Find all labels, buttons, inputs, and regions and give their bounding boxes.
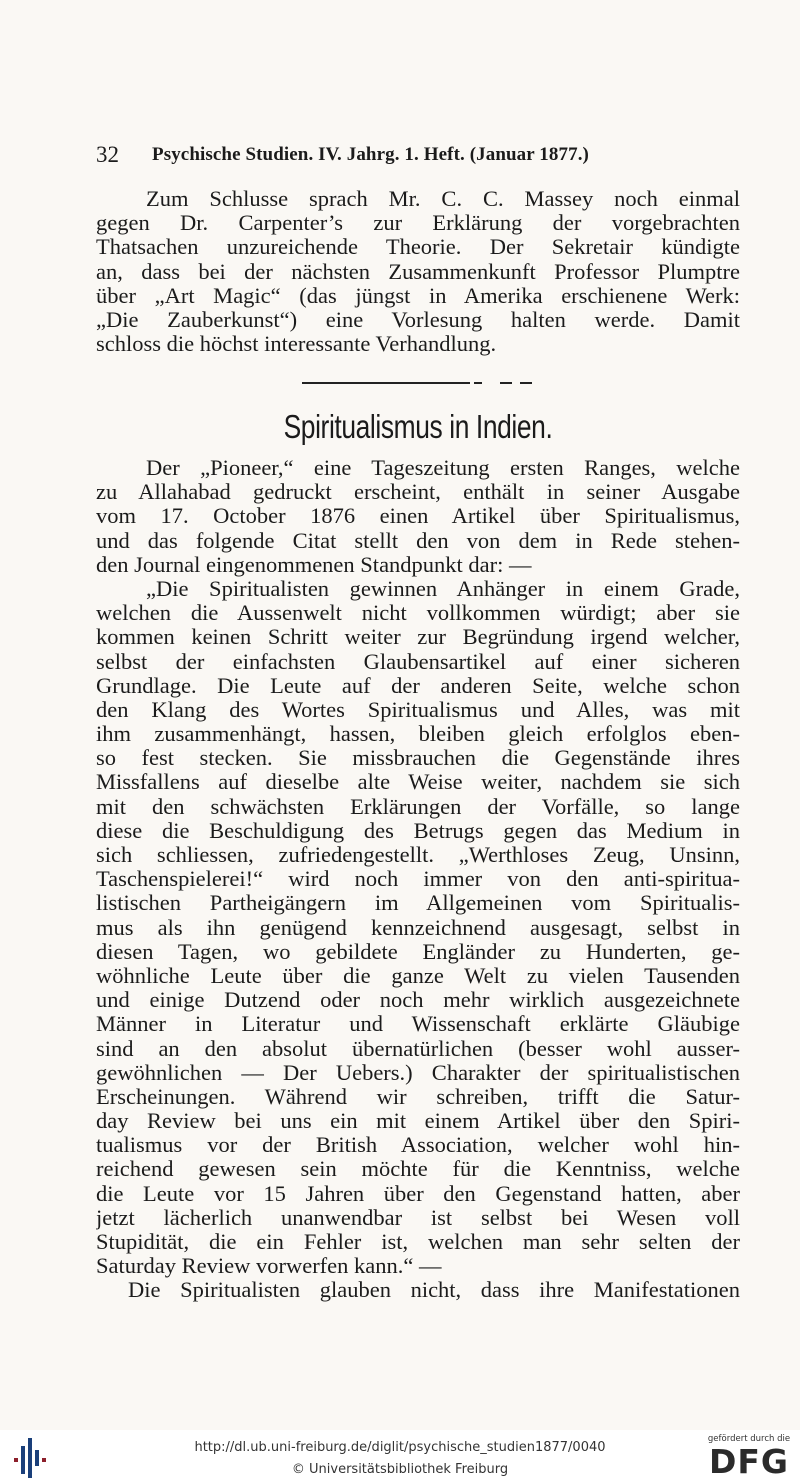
text-line: diese die Beschuldigung des Betrugs gegen das Medium in	[96, 818, 740, 843]
viewer-footer	[0, 1430, 800, 1484]
text-line: Die Spiritualisten glauben nicht, dass ihre Manifestationen	[128, 1278, 740, 1303]
source-url-link[interactable]: http://dl.ub.uni-freiburg.de/diglit/psychische_studien1877/0040	[194, 1440, 606, 1455]
page-number: 32	[96, 142, 119, 167]
text-line: diesen Tagen, wo gebildete Engländer zu Hunderten, ge-	[96, 939, 740, 964]
dfg-caption: gefördert durch die	[707, 1434, 791, 1444]
text-line: listischen Partheigängern im Allgemeinen vom Spiritualis-	[96, 891, 740, 916]
text-line: reichend gewesen sein möchte für die Kenntniss, welche	[96, 1157, 740, 1182]
text-line: zu Allahabad gedruckt erscheint, enthält in seiner Ausgabe	[96, 480, 740, 505]
text-line: Zum Schlusse sprach Mr. C. C. Massey noch einmal	[146, 187, 740, 211]
text-line: Erscheinungen. Während wir schreiben, trifft die Satur-	[96, 1084, 740, 1109]
text-line: Thatsachen unzureichende Theorie. Der Sekretair kündigte	[96, 235, 740, 260]
text-line: tualismus vor der British Association, welcher wohl hin-	[96, 1133, 740, 1158]
text-line: so fest stecken. Sie missbrauchen die Gegenstände ihres	[96, 746, 740, 771]
running-head	[96, 140, 740, 170]
text-line: ihm zusammenhängt, hassen, bleiben gleich erfolglos eben-	[96, 722, 740, 747]
text-line: „Die Zauberkunst“) eine Vorlesung halten werde. Damit	[96, 307, 740, 332]
text-line: die Leute vor 15 Jahren über den Gegenstand hatten, aber	[96, 1181, 740, 1206]
text-line: Taschenspielerei!“ wird noch immer von den anti-spiritua-	[96, 867, 740, 892]
text-line: „Die Spiritualisten gewinnen Anhänger in einem Grade,	[146, 576, 740, 601]
text-line: den Journal eingenommenen Standpunkt dar: —	[96, 552, 532, 577]
section-title: Spiritualismus in Indien.	[283, 408, 553, 445]
text-line: Saturday Review vorwerfen kann.“ —	[96, 1254, 442, 1279]
text-line: vom 17. October 1876 einen Artikel über Spiritualismus,	[96, 504, 740, 529]
text-line: jetzt lächerlich unanwendbar ist selbst bei Wesen voll	[96, 1205, 740, 1230]
text-line: kommen keinen Schritt weiter zur Begründung irgend welcher,	[96, 625, 740, 650]
dfg-wordmark: DFG	[708, 1442, 790, 1481]
text-line: gegen Dr. Carpenter’s zur Erklärung der vorgebrachten	[96, 211, 740, 236]
article-body	[96, 456, 740, 1303]
text-line: den Klang des Wortes Spiritualismus und Alles, was mit	[96, 697, 740, 722]
text-line: Männer in Literatur und Wissenschaft erklärte Gläubige	[96, 1012, 740, 1037]
dfg-logo[interactable]	[706, 1434, 792, 1482]
text-line: sind an den absolut übernatürlichen (besser wohl ausser-	[96, 1036, 740, 1061]
text-line: gewöhnlichen — Der Uebers.) Charakter der spiritualistischen	[96, 1060, 740, 1085]
copyright-notice: © Universitätsbibliothek Freiburg	[291, 1462, 509, 1477]
intro-paragraph	[96, 187, 740, 356]
text-line: Grundlage. Die Leute auf der anderen Seite, welche schon	[96, 673, 740, 698]
text-line: über „Art Magic“ (das jüngst in Amerika erschienene Werk:	[96, 283, 740, 308]
text-line: day Review bei uns ein mit einem Artikel über den Spiri-	[96, 1109, 740, 1134]
running-head-title: Psychische Studien. IV. Jahrg. 1. Heft. (Januar 1877.)	[152, 144, 589, 165]
text-line: Stupidität, die ein Fehler ist, welchen man sehr selten der	[96, 1230, 740, 1254]
text-line: mus als ihn genügend kennzeichnend ausgesagt, selbst in	[96, 915, 740, 940]
text-line: sich schliessen, zufriedengestellt. „Werthloses Zeug, Unsinn,	[96, 843, 740, 867]
text-line: welchen die Aussenwelt nicht vollkommen würdigt; aber sie	[96, 601, 740, 626]
text-line: mit den schwächsten Erklärungen der Vorfälle, so lange	[96, 794, 740, 819]
text-line: Missfallens auf dieselbe alte Weise weiter, nachdem sie sich	[96, 770, 740, 795]
text-line: selbst der einfachsten Glaubensartikel auf einer sicheren	[96, 649, 740, 674]
text-line: schloss die höchst interessante Verhandlung.	[96, 332, 497, 357]
section-separator	[302, 381, 532, 385]
text-line: wöhnliche Leute über die ganze Welt zu vielen Tausenden	[96, 963, 740, 988]
text-line: und das folgende Citat stellt den von dem in Rede stehen-	[96, 528, 740, 553]
text-line: an, dass bei der nächsten Zusammenkunft Professor Plumptre	[96, 259, 740, 284]
text-line: Der „Pioneer,“ eine Tageszeitung ersten Ranges, welche	[146, 456, 740, 480]
text-line: und einige Dutzend oder noch mehr wirklich ausgezeichnete	[96, 988, 740, 1013]
